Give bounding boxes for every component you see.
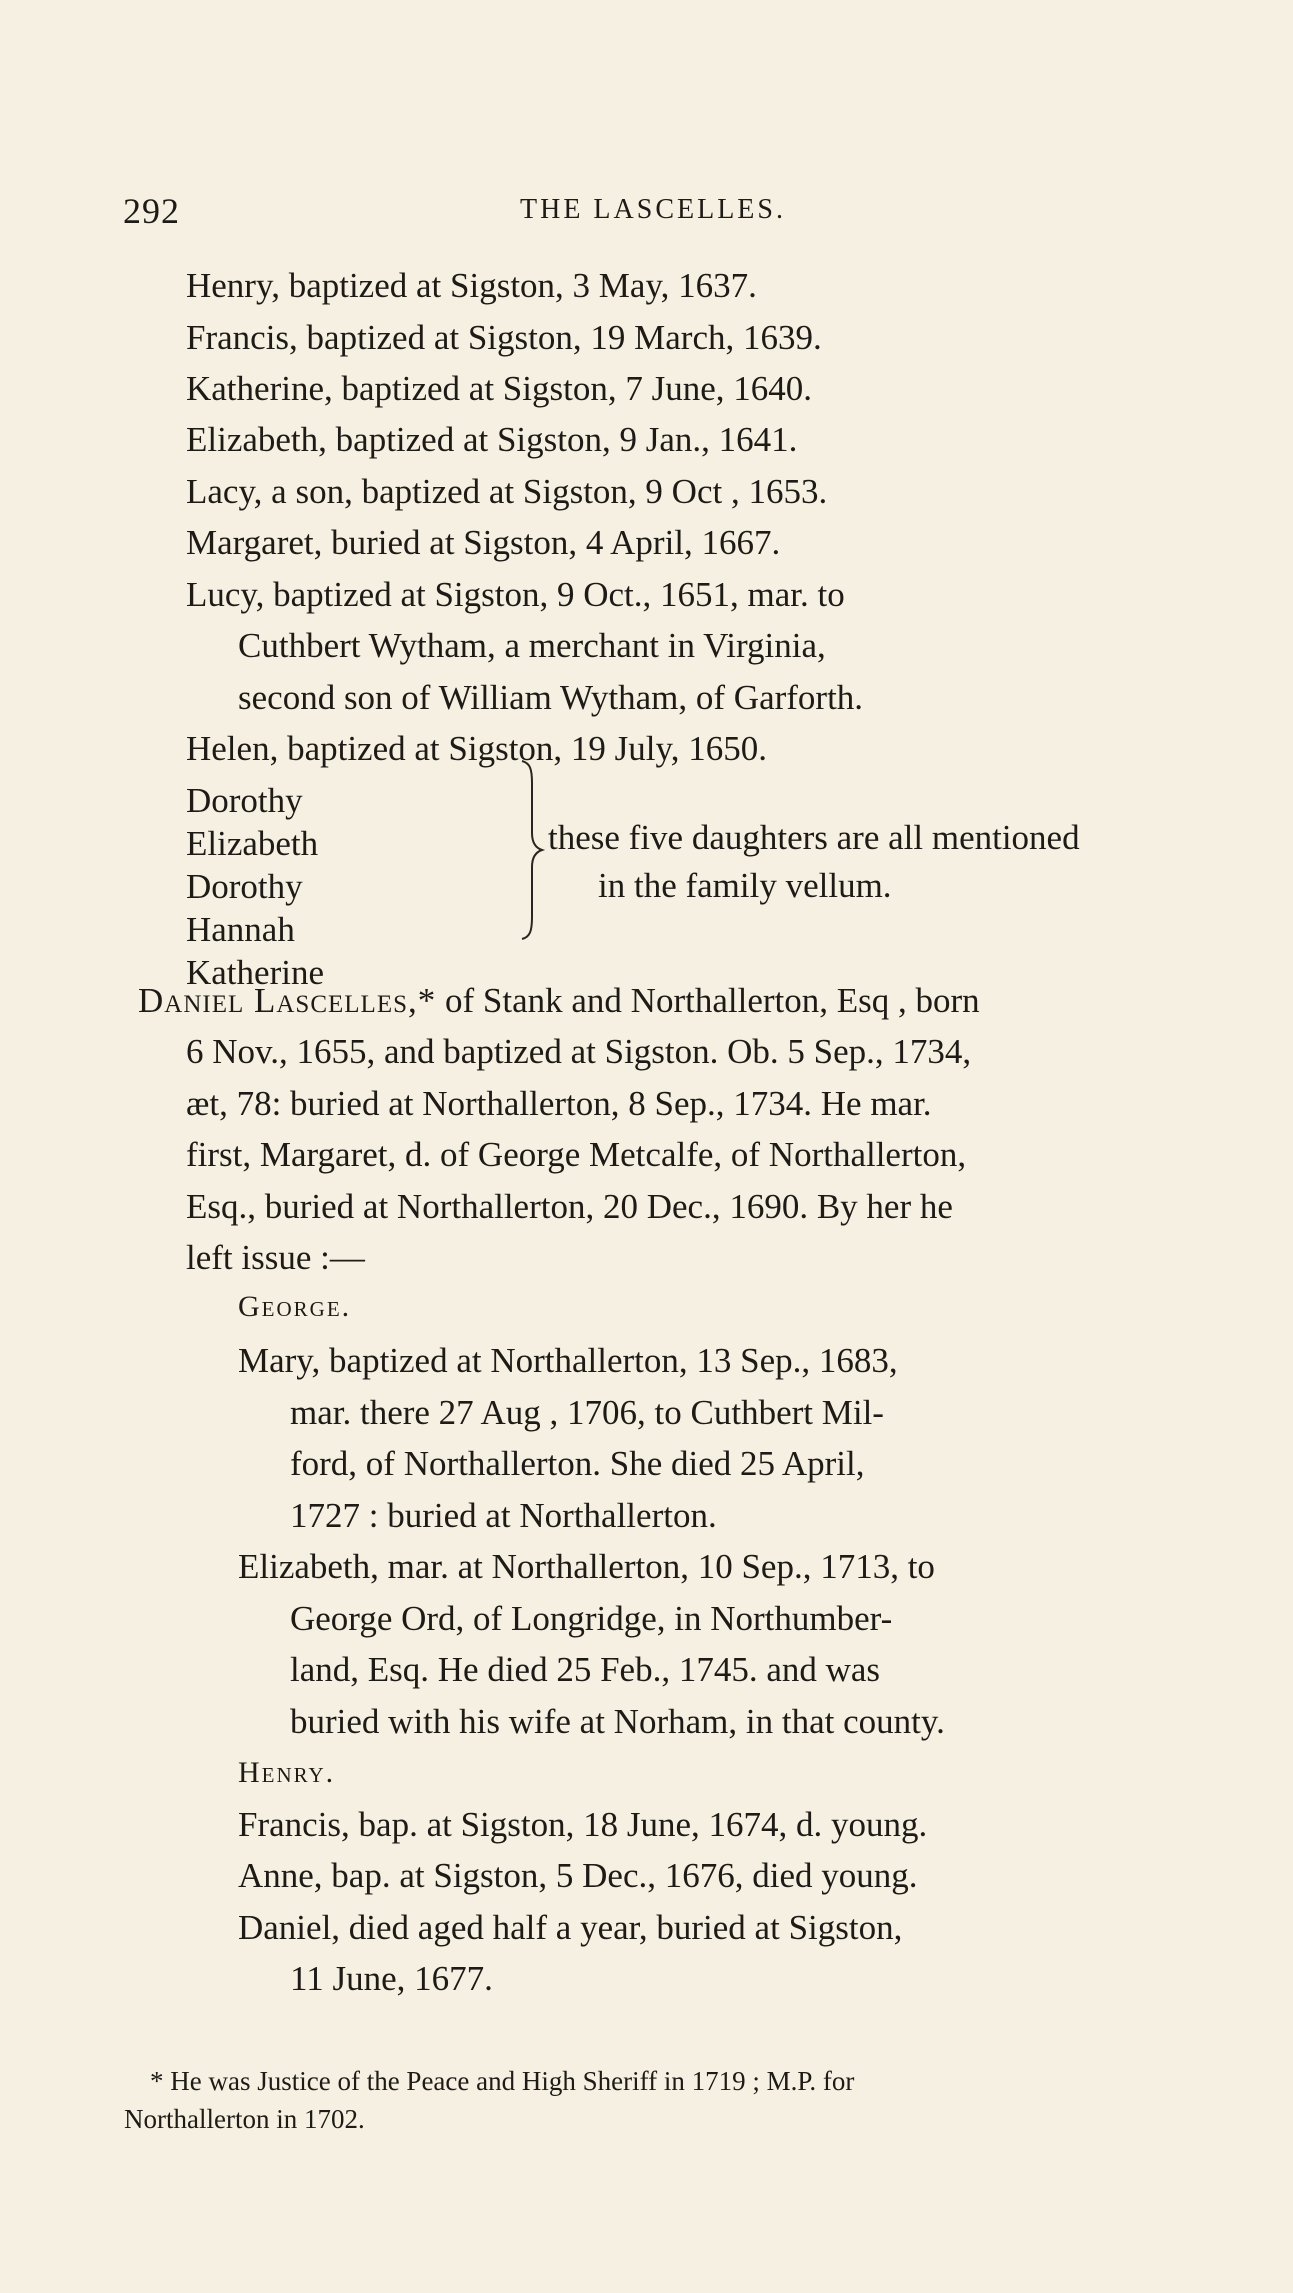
page-header bbox=[0, 190, 1293, 240]
daniel-text: left issue :— bbox=[186, 1238, 365, 1277]
daughters-note: these five daughters are all mentioned bbox=[548, 818, 1080, 857]
entry-francis-1639: Francis, baptized at Sigston, 19 March, 1639. bbox=[186, 318, 822, 357]
issue-henry: Henry. bbox=[238, 1756, 336, 1789]
issue-george: George. bbox=[238, 1290, 352, 1323]
footnote: * He was Justice of the Peace and High Sheriff in 1719 ; M.P. for bbox=[150, 2066, 855, 2096]
daughter-dorothy: Dorothy bbox=[186, 867, 303, 906]
right-brace bbox=[518, 755, 548, 945]
daniel-name: Daniel Lascelles,* bbox=[138, 981, 437, 1020]
entry-mary-continued: mar. there 27 Aug , 1706, to Cuthbert Mil- bbox=[290, 1393, 884, 1432]
entry-henry-1637: Henry, baptized at Sigston, 3 May, 1637. bbox=[186, 266, 757, 305]
entry-daniel-1677: Daniel, died aged half a year, buried at Sigston, bbox=[238, 1908, 903, 1947]
daniel-text: æt, 78: buried at Northallerton, 8 Sep., 1734. He mar. bbox=[186, 1084, 932, 1123]
entry-lucy-1651: Lucy, baptized at Sigston, 9 Oct., 1651, mar. to bbox=[186, 575, 845, 614]
entry-katherine-1640: Katherine, baptized at Sigston, 7 June, 1640. bbox=[186, 369, 812, 408]
entry-francis-1674: Francis, bap. at Sigston, 18 June, 1674, d. young. bbox=[238, 1805, 928, 1844]
entry-elizabeth-1641: Elizabeth, baptized at Sigston, 9 Jan., 1641. bbox=[186, 420, 798, 459]
entry-elizabeth-ord-continued: buried with his wife at Norham, in that county. bbox=[290, 1702, 945, 1741]
daniel-text: 6 Nov., 1655, and baptized at Sigston. Ob. 5 Sep., 1734, bbox=[186, 1032, 972, 1071]
entry-elizabeth-ord-continued: George Ord, of Longridge, in Northumber- bbox=[290, 1599, 893, 1638]
entry-lucy-continued: second son of William Wytham, of Garforth. bbox=[238, 678, 864, 717]
daniel-text: Esq., buried at Northallerton, 20 Dec., 1690. By her he bbox=[186, 1187, 953, 1226]
daughter-elizabeth: Elizabeth bbox=[186, 824, 319, 863]
entry-helen-1650: Helen, baptized at Sigston, 19 July, 1650. bbox=[186, 729, 767, 768]
daniel-first-line: of Stank and Northallerton, Esq , born bbox=[436, 981, 980, 1020]
daniel-text: first, Margaret, d. of George Metcalfe, of Northallerton, bbox=[186, 1135, 967, 1174]
entry-mary: Mary, baptized at Northallerton, 13 Sep., 1683, bbox=[238, 1341, 898, 1380]
entry-elizabeth-ord: Elizabeth, mar. at Northallerton, 10 Sep., 1713, to bbox=[238, 1547, 935, 1586]
entry-mary-continued: 1727 : buried at Northallerton. bbox=[290, 1496, 717, 1535]
page-number: 292 bbox=[123, 191, 180, 231]
entry-margaret-1667: Margaret, buried at Sigston, 4 April, 1667. bbox=[186, 523, 781, 562]
daniel-heading-line bbox=[138, 983, 980, 1018]
running-title: THE LASCELLES. bbox=[520, 194, 786, 225]
entry-lucy-continued: Cuthbert Wytham, a merchant in Virginia, bbox=[238, 626, 826, 665]
daughters-note-continued: in the family vellum. bbox=[598, 866, 892, 905]
entry-lacy-1653: Lacy, a son, baptized at Sigston, 9 Oct , 1653. bbox=[186, 472, 828, 511]
entry-daniel-continued: 11 June, 1677. bbox=[290, 1959, 493, 1998]
daughter-dorothy: Dorothy bbox=[186, 781, 303, 820]
daughter-katherine: Katherine bbox=[186, 953, 324, 992]
entry-mary-continued: ford, of Northallerton. She died 25 April, bbox=[290, 1444, 865, 1483]
footnote-continued: Northallerton in 1702. bbox=[124, 2104, 365, 2134]
daughter-hannah: Hannah bbox=[186, 910, 295, 949]
entry-elizabeth-ord-continued: land, Esq. He died 25 Feb., 1745. and was bbox=[290, 1650, 881, 1689]
entry-anne-1676: Anne, bap. at Sigston, 5 Dec., 1676, died young. bbox=[238, 1856, 918, 1895]
